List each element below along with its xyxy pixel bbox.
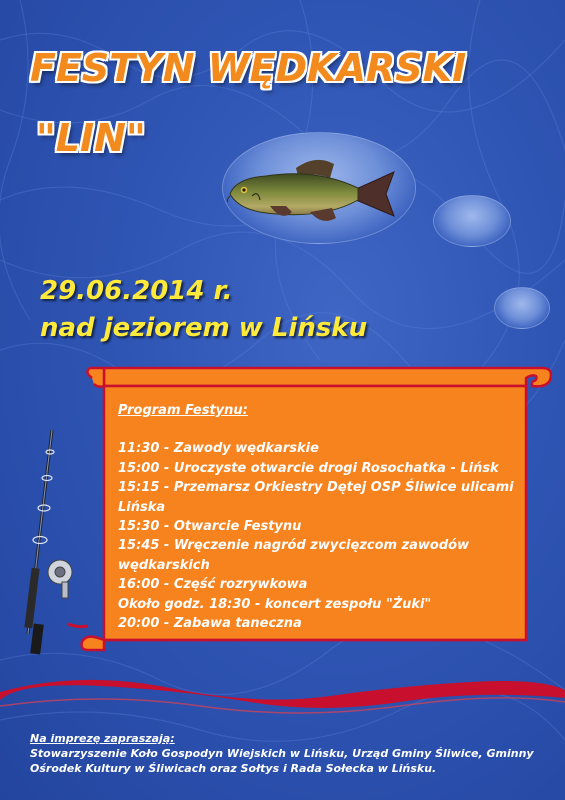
program-item: Około godz. 18:30 - koncert zespołu "Żuki" xyxy=(118,596,432,612)
invitation-footer xyxy=(30,731,550,776)
program-item: 11:30 - Zawody wędkarskie xyxy=(118,441,319,457)
bubble-small xyxy=(494,287,550,329)
festival-subtitle: "LIN" xyxy=(36,116,146,160)
event-location: nad jeziorem w Lińsku xyxy=(40,313,368,343)
red-wave-decoration xyxy=(0,662,565,718)
festival-title: FESTYN WĘDKARSKI xyxy=(30,46,467,90)
program-heading: Program Festynu: xyxy=(118,403,248,418)
program-panel xyxy=(118,401,518,633)
program-item: 15:15 - Przemarsz Orkiestry Dętej OSP Śliwice ulicami Lińska xyxy=(118,480,514,515)
bubble-medium xyxy=(433,195,511,247)
program-item: 15:45 - Wręczenie nagród zwycięzcom zawodów wędkarskich xyxy=(118,538,470,573)
program-item: 20:00 - Zabawa taneczna xyxy=(118,616,302,632)
invitation-text: Stowarzyszenie Koło Gospodyn Wiejskich w Lińsku, Urząd Gminy Śliwice, Gminny Ośrodek Kultury w Śliwicach oraz Sołtys i Rada Sołecka w Lińsku. xyxy=(30,747,534,775)
invitation-heading: Na imprezę zapraszają: xyxy=(30,732,175,745)
program-item: 16:00 - Część rozrywkowa xyxy=(118,577,308,593)
event-date: 29.06.2014 r. xyxy=(40,276,233,306)
program-item: 15:30 - Otwarcie Festynu xyxy=(118,519,302,535)
program-item: 15:00 - Uroczyste otwarcie drogi Rosochatka - Lińsk xyxy=(118,460,499,476)
tench-fish-icon xyxy=(226,154,396,230)
